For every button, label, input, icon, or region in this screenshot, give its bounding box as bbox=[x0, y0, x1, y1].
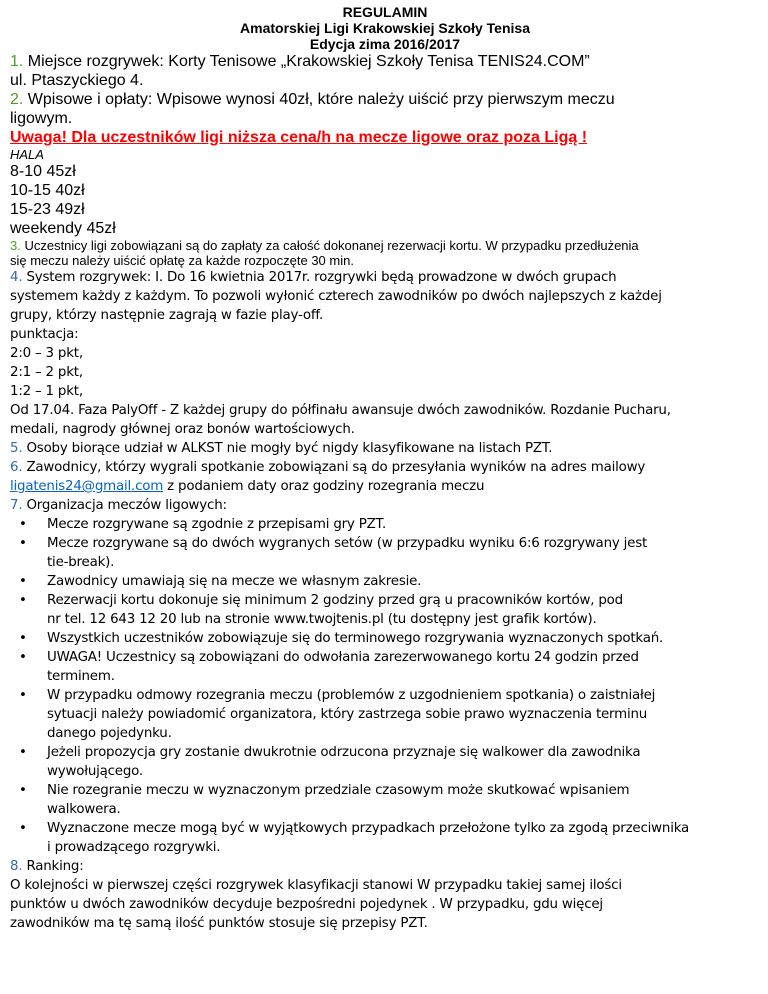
list-item: • Mecze rozgrywane są do dwóch wygranych setów (w przypadku wyniku 6:6 rozgrywany jest tie-break). bbox=[47, 534, 760, 572]
list-item: • Nie rozegranie meczu w wyznaczonym przedziale czasowym może skutkować wpisaniem walkowera. bbox=[47, 781, 760, 819]
section-3 bbox=[10, 238, 760, 268]
section-text-cont: się meczu należy uiścić opłatę za każde rozpoczęte 30 min. bbox=[10, 253, 354, 268]
ranking-text: zawodników ma tę samą ilość punktów stosuje się przepisy PZT. bbox=[10, 916, 428, 931]
warning-notice: Uwaga! Dla uczestników ligi niższa cena/h na mecze ligowe oraz poza Ligą ! bbox=[10, 129, 588, 146]
section-4 bbox=[10, 268, 760, 439]
section-number: 6. bbox=[10, 460, 23, 475]
section-5 bbox=[10, 439, 760, 458]
list-item: • Rezerwacji kortu dokonuje się minimum 2 godziny przed grą u pracowników kortów, pod nr tel. 12 643 12 20 lub na stronie www.twojtenis.pl (tu dostępny jest grafik kortów). bbox=[47, 591, 760, 629]
document-header bbox=[10, 4, 760, 52]
section-8 bbox=[10, 857, 760, 933]
section-number: 7. bbox=[10, 498, 23, 513]
edition: Edycja zima 2016/2017 bbox=[309, 36, 461, 52]
list-item: • Mecze rozgrywane są zgodnie z przepisami gry PZT. bbox=[47, 515, 760, 534]
subtitle: Amatorskiej Ligi Krakowskiej Szkoły Tenisa bbox=[240, 20, 530, 36]
section-7 bbox=[10, 496, 760, 857]
section-number: 8. bbox=[10, 859, 23, 874]
scoring-row: 1:2 – 1 pkt, bbox=[10, 384, 83, 399]
scoring-label: punktacja: bbox=[10, 327, 79, 342]
price-row: weekendy 45zł bbox=[10, 220, 116, 237]
section-number: 4. bbox=[10, 270, 23, 285]
section-text-cont: z podaniem daty oraz godziny rozegrania meczu bbox=[163, 479, 485, 494]
price-row: 10-15 40zł bbox=[10, 182, 85, 199]
list-item: • Zawodnicy umawiają się na mecze we własnym zakresie. bbox=[47, 572, 760, 591]
list-item: • UWAGA! Uczestnicy są zobowiązani do odwołania zarezerwowanego kortu 24 godzin przed terminem. bbox=[47, 648, 760, 686]
section-number: 2. bbox=[10, 91, 24, 108]
list-item: • Wyznaczone mecze mogą być w wyjątkowych przypadkach przełożone tylko za zgodą przeciwnika i prowadzącego rozgrywki. bbox=[47, 819, 760, 857]
ranking-text: O kolejności w pierwszej części rozgrywek klasyfikacji stanowi W przypadku takiej samej ilości bbox=[10, 878, 622, 893]
playoff-text-cont: medali, nagrody głównej oraz bonów wartościowych. bbox=[10, 422, 355, 437]
list-item: • Wszystkich uczestników zobowiązuje się do terminowego rozgrywania wyznaczonych spotkań. bbox=[47, 629, 760, 648]
scoring-row: 2:1 – 2 pkt, bbox=[10, 365, 83, 380]
section-number: 3. bbox=[10, 238, 21, 253]
section-text-cont: ligowym. bbox=[10, 110, 73, 127]
section-text: Miejsce rozgrywek: Korty Tenisowe „Krakowskiej Szkoły Tenisa TENIS24.COM” bbox=[23, 53, 590, 70]
price-list bbox=[10, 147, 760, 238]
list-item: • W przypadku odmowy rozegrania meczu (problemów z uzgodnieniem spotkania) o zaistniałej sytuacji należy powiadomić organizatora, który zastrzega sobie prawo wyznaczenia terminu danego pojedynku. bbox=[47, 686, 760, 743]
section-text-cont: systemem każdy z każdym. To pozwoli wyłonić czterech zawodników po dwóch najlepszych z każdej bbox=[10, 289, 662, 304]
price-row: 8-10 45zł bbox=[10, 163, 76, 180]
section-2 bbox=[10, 90, 760, 128]
list-item: • Jeżeli propozycja gry zostanie dwukrotnie odrzucona przyznaje się walkower dla zawodnika wywołującego. bbox=[47, 743, 760, 781]
ranking-text: punktów u dwóch zawodników decyduje bezpośredni pojedynek . W przypadku, gdu więcej bbox=[10, 897, 603, 912]
section-6 bbox=[10, 458, 760, 496]
playoff-text: Od 17.04. Faza PalyOff - Z każdej grupy do półfinału awansuje dwóch zawodników. Rozdanie Pucharu, bbox=[10, 403, 671, 418]
scoring-row: 2:0 – 3 pkt, bbox=[10, 346, 83, 361]
section-text: Ranking: bbox=[22, 859, 84, 874]
section-text: System rozgrywek: I. Do 16 kwietnia 2017r. rozgrywki będą prowadzone w dwóch grupach bbox=[22, 270, 617, 285]
section-text-cont: ul. Ptaszyckiego 4. bbox=[10, 72, 144, 89]
email-link[interactable]: ligatenis24@gmail.com bbox=[10, 479, 164, 494]
regulations-document bbox=[10, 4, 760, 933]
price-row: 15-23 49zł bbox=[10, 201, 85, 218]
section-number: 5. bbox=[10, 441, 23, 456]
section-text: Zawodnicy, którzy wygrali spotkanie zobowiązani są do przesyłania wyników na adres mailowy bbox=[22, 460, 646, 475]
title: REGULAMIN bbox=[342, 4, 428, 20]
section-text: Organizacja meczów ligowych: bbox=[22, 498, 227, 513]
section-text: Osoby biorące udział w ALKST nie mogły być nigdy klasyfikowane na listach PZT. bbox=[22, 441, 553, 456]
section-text: Uczestnicy ligi zobowiązani są do zapłaty za całość dokonanej rezerwacji kortu. W przypadku przedłużenia bbox=[20, 238, 639, 253]
section-1 bbox=[10, 52, 760, 90]
price-label: HALA bbox=[10, 147, 44, 162]
section-text: Wpisowe i opłaty: Wpisowe wynosi 40zł, które należy uiścić przy pierwszym meczu bbox=[23, 91, 615, 108]
section-text-cont: grupy, którzy następnie zagrają w fazie play-off. bbox=[10, 308, 324, 323]
section-number: 1. bbox=[10, 53, 24, 70]
rules-list bbox=[10, 515, 760, 857]
